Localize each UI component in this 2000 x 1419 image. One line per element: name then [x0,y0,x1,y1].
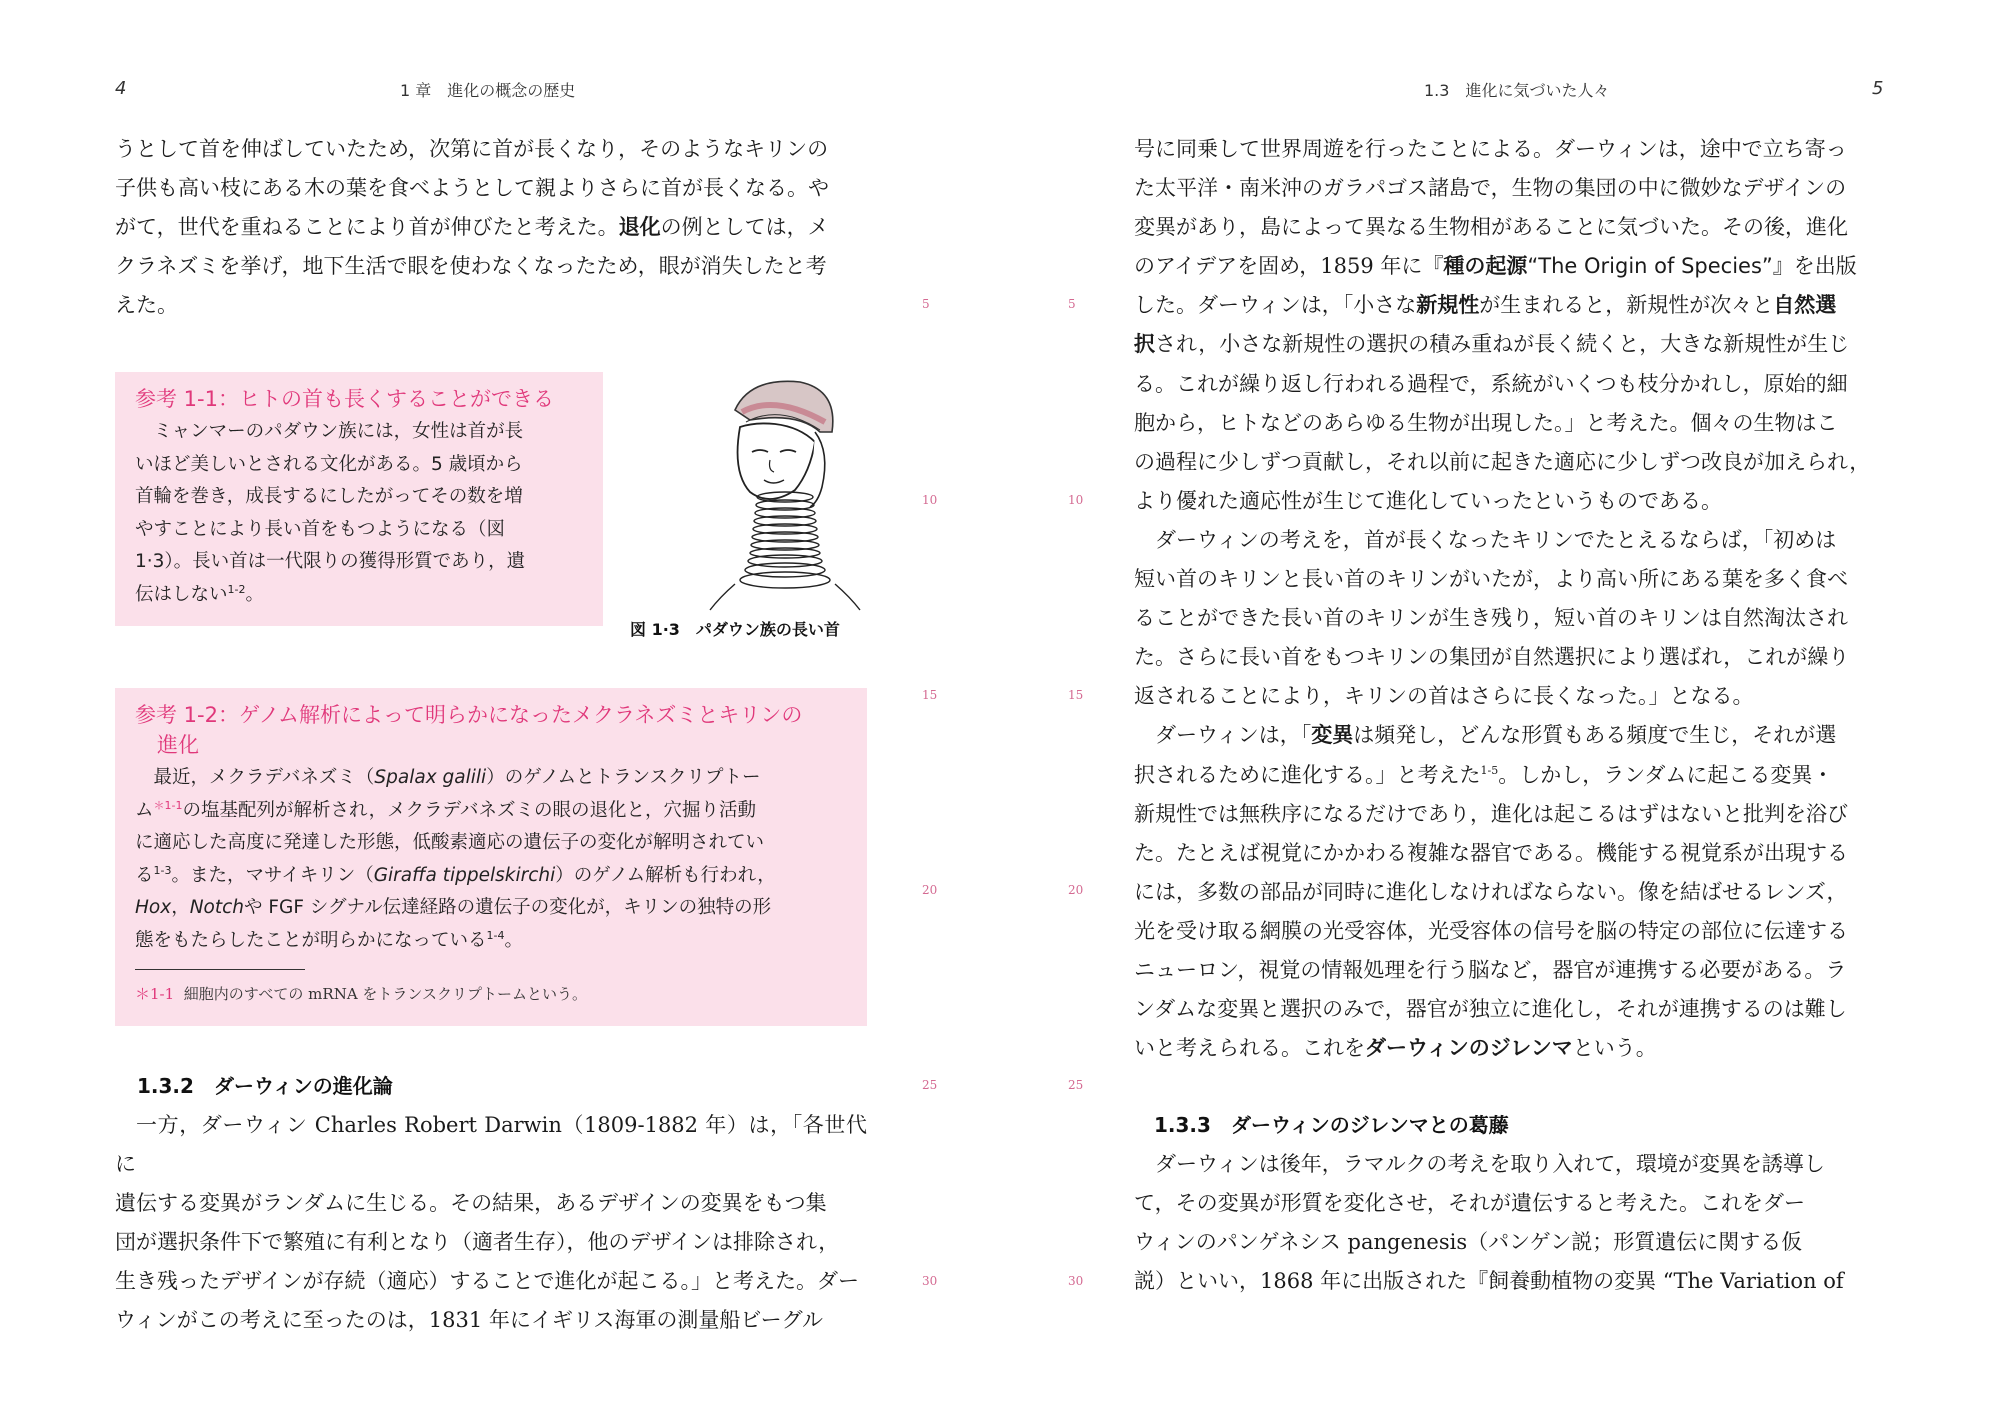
text-line: る。これが繰り返し行われる過程で，系統がいくつも枝分かれし，原始的細 [1134,371,1848,396]
box-body [135,416,585,611]
text-span: 択されるために進化する。」と考えた [1134,762,1481,787]
text-line [1134,716,1886,755]
line-number: 25 [1068,1078,1084,1092]
text-span: ）のゲノム解析も行われ， [555,864,776,886]
text-line: ウィンのパンゲネシス pangenesis（パンゲン説；形質遺伝に関する仮 [1134,1230,1803,1255]
text-line: 首輪を巻き，成長するにしたがってその数を増 [135,486,523,507]
text-line: ウィンがこの考えに至ったのは，1831 年にイギリス海軍の測量船ビーグル [115,1308,823,1333]
page-number: 5 [1872,78,1884,99]
padaung-woman-illustration [680,372,880,612]
text-line [135,925,849,958]
text-line: ダーウィンの考えを，首が長くなったキリンでたとえるならば，「初めは [1155,527,1837,552]
text-span: 最近，メクラデバネズミ（ [153,767,375,788]
line-number: 30 [1068,1274,1084,1288]
text-line: えた。 [115,293,178,318]
text-line [1134,325,1886,364]
text-span: 。 [245,583,264,605]
line-number: 15 [922,688,938,702]
section-text [115,1106,867,1341]
box-title [135,700,849,760]
text-span: され，小さな新規性の選択の積み重ねが長く続くと，大きな新規性が生じ [1155,332,1850,357]
keyword: 新規性 [1416,293,1480,318]
text-line: 変異があり，島によって異なる生物相があることに気づいた。その後，進化 [1134,215,1848,240]
keyword: 変異 [1311,723,1354,748]
line-number: 30 [922,1274,938,1288]
text-span: ）のゲノムとトランスクリプトー [486,767,761,788]
text-span: る [135,864,154,886]
gene-name: Notch [189,897,245,918]
box-body [135,762,849,1011]
text-line [135,892,849,925]
text-line [1134,1029,1886,1068]
neck-rings [740,492,830,588]
text-line: 子供も高い枝にある木の葉を食べようとして親よりさらに首が長くなる。や [115,176,829,201]
text-line: 一方，ダーウィン Charles Robert Darwin（1809-1882 年）は，「各世代に [115,1113,867,1177]
reference-mark: 1-5 [1480,763,1499,777]
footnote-ref[interactable]: ＊1-1 [153,798,183,812]
text-span: が生まれると，新規性が次々と [1479,293,1774,318]
text-line [135,579,585,612]
gene-name: Hox [135,897,172,918]
sidebar-box-2 [115,688,867,1026]
text-span: 伝はしない [135,583,228,605]
reference-mark: 1-4 [486,928,505,942]
box-title: 参考 1-1：ヒトの首も長くすることができる [135,387,554,411]
text-line: やすことにより長い首をもつようになる（図 [135,518,506,540]
line-number: 10 [922,493,938,507]
text-line: ンダムな変異と選択のみで，器官が独立に進化し，それが連携するのは難し [1134,997,1847,1022]
footnote-rule [135,969,305,970]
section-text [1134,1145,1886,1301]
book-title: “The Origin of Species” [1527,254,1773,279]
text-span: 態をもたらしたことが明らかになっている [135,929,487,951]
text-line: うとして首を伸ばしていたため，次第に首が長くなり，そのようなキリンの [115,137,829,161]
sidebar-box-1 [115,372,603,626]
text-span: 』を出版 [1772,254,1857,279]
text-line: 説）といい，1868 年に出版された『飼養動植物の変異 “The Variation of [1134,1269,1844,1294]
text-span: や FGF シグナル伝達経路の遺伝子の変化が，キリンの独特の形 [244,897,772,918]
line-number: 5 [1068,297,1076,311]
text-line [135,762,849,795]
title-line: 参考 1-2：ゲノム解析によって明らかになったメクラネズミとキリンの [135,703,803,727]
text-span: 。 [504,929,523,951]
text-line [1134,756,1886,795]
body-text [1134,130,1886,1068]
line-number: 25 [922,1078,938,1092]
species-name: Spalax galili [374,767,487,788]
reference-mark: 1-2 [227,582,246,596]
text-line: の過程に少しずつ貢献し，それ以前に起きた適応に少しずつ改良が加えられ， [1134,449,1871,474]
text-line: 団が選択条件下で繁殖に有利となり（適者生存），他のデザインは排除され， [115,1230,840,1255]
text-line: ダーウィンは後年，ラマルクの考えを取り入れて，環境が変異を誘導し [1155,1152,1825,1176]
text-line: 新規性では無秩序になるだけであり，進化は起こるはずはないと批判を浴び [1134,801,1848,826]
line-number: 20 [922,883,938,897]
text-line: クラネズミを挙げ，地下生活で眼を使わなくなったため，眼が消失したと考 [115,254,827,279]
text-span: 。しかし，ランダムに起こる変異・ [1498,762,1834,787]
line-number: 10 [1068,493,1084,507]
text-line: 1·3）。長い首は一代限りの獲得形質であり，遺 [135,551,526,572]
text-line: ミャンマーのパダウン族には，女性は首が長 [153,421,524,442]
text-line: 胞から，ヒトなどのあらゆる生物が出現した。」と考えた。個々の生物はこ [1134,410,1838,435]
text-span: がて，世代を重ねることにより首が伸びたと考えた。 [115,215,619,240]
text-span: ， [171,897,190,918]
text-line: て，その変異が形質を変化させ，それが遺伝すると考えた。これをダー [1134,1191,1805,1216]
text-span: の例としては，メ [660,215,829,240]
text-span: は頻発し，どんな形質もある頻度で生じ，それが選 [1353,723,1837,748]
text-line: た。たとえば視覚にかかわる複雑な器官である。機能する視覚系が出現する [1134,840,1848,865]
text-span: ム [135,799,154,821]
text-line: 短い首のキリンと長い首のキリンがいたが，より高い所にある葉を多く食べ [1134,567,1848,592]
text-span: のアイデアを固め，1859 年に『 [1134,254,1444,279]
text-line: より優れた適応性が生じて進化していったというものである。 [1134,488,1722,513]
line-number: 5 [922,297,930,311]
keyword: ダーウィンのジレンマ [1365,1036,1573,1061]
keyword: 択 [1134,332,1155,357]
text-line [1134,286,1886,325]
keyword: 退化 [618,215,661,240]
text-span: した。ダーウィンは，「小さな [1134,293,1417,318]
line-number: 15 [1068,688,1084,702]
text-span: ダーウィンは，「 [1155,723,1312,748]
text-span: 。また，マサイキリン（ [171,864,374,886]
running-head: 1 章 進化の概念の歴史 [400,81,576,100]
intro-text [115,130,867,325]
running-head: 1.3 進化に気づいた人々 [1424,81,1610,100]
text-line: 号に同乗して世界周遊を行ったことによる。ダーウィンは，途中で立ち寄っ [1134,137,1847,161]
text-span: いと考えられる。これを [1134,1036,1365,1061]
text-line: 遺伝する変異がランダムに生じる。その結果，あるデザインの変異をもつ集 [115,1191,827,1216]
text-line [135,860,849,893]
footnote [135,978,849,1011]
text-span: の塩基配列が解析され，メクラデバネズミの眼の退化と，穴掘り活動 [182,799,756,821]
text-line: 返されることにより，キリンの首はさらに長くなった。」となる。 [1134,684,1754,709]
text-line: 生き残ったデザインが存続（適応）することで進化が起こる。」と考えた。ダー [115,1269,860,1294]
figure-caption: 図 1·3 パダウン族の長い首 [630,620,840,639]
footnote-text: 細胞内のすべての mRNA をトランスクリプトームという。 [183,985,587,1003]
text-line [115,208,867,247]
text-line: ることができた長い首のキリンが生き残り，短い首のキリンは自然淘汰され [1134,606,1848,631]
text-line: 光を受け取る網膜の光受容体，光受容体の信号を脳の特定の部位に伝達する [1134,918,1848,943]
text-line: た。さらに長い首をもつキリンの集団が自然選択により選ばれ，これが繰り [1134,645,1850,670]
text-line: いほど美しいとされる文化がある。5 歳頃から [135,453,523,475]
footnote-mark: ＊1-1 [135,985,175,1003]
text-line [135,795,849,828]
text-line: には，多数の部品が同時に進化しなければならない。像を結ばせるレンズ， [1134,879,1848,904]
page-number: 4 [115,78,127,99]
line-number: 20 [1068,883,1084,897]
text-span: という。 [1572,1036,1657,1061]
text-line: ニューロン，視覚の情報処理を行う脳など，器官が連携する必要がある。ラ [1134,957,1847,982]
text-line: に適応した高度に発達した形態，低酸素適応の遺伝子の変化が解明されてい [135,832,765,853]
text-line [1134,247,1886,286]
reference-mark: 1-3 [153,863,172,877]
keyword: 種の起源 [1443,254,1528,279]
keyword: 自然選 [1773,293,1837,318]
text-line: た太平洋・南米沖のガラパゴス諸島で，生物の集団の中に微妙なデザインの [1134,176,1847,201]
section-heading: 1.3.3 ダーウィンのジレンマとの葛藤 [1154,1113,1509,1137]
title-line: 進化 [157,733,199,757]
species-name: Giraffa tippelskirchi [373,864,556,886]
section-heading: 1.3.2 ダーウィンの進化論 [137,1074,393,1098]
